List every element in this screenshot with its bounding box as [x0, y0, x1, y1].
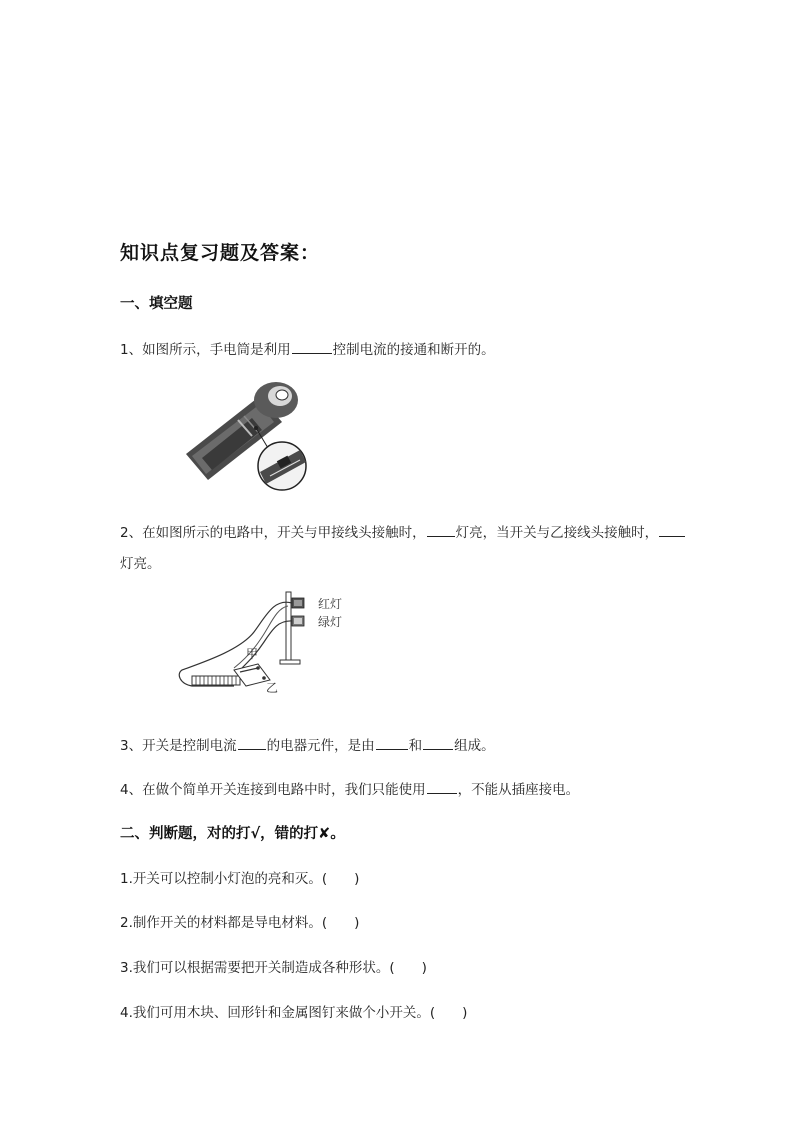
fill-blank[interactable]	[427, 523, 455, 537]
green-lamp-label: 绿灯	[318, 615, 343, 629]
fill-question-4	[120, 778, 579, 798]
yi-label: 乙	[266, 681, 279, 695]
fill-blank[interactable]	[292, 340, 332, 354]
circuit-figure	[174, 586, 364, 696]
section-fill-in-title: 一、填空题	[120, 296, 193, 312]
fill-blank[interactable]	[238, 736, 266, 750]
judge-question-4: 4.我们可用木块、回形针和金属图钉来做个小开关。( )	[120, 1005, 468, 1021]
fill-question-2-text-b: 灯亮，当开关与乙接线头接触时，	[455, 525, 659, 541]
red-lamp-label: 红灯	[318, 597, 343, 611]
fill-question-1-text-b: 控制电流的接通和断开的。	[332, 342, 495, 358]
judge-question-1: 1.开关可以控制小灯泡的亮和灭。( )	[120, 871, 360, 887]
fill-question-1	[120, 338, 495, 358]
fill-question-3-text-a: 3、开关是控制电流	[120, 738, 237, 754]
fill-question-3-text-c: 和	[408, 738, 423, 754]
fill-question-2-text-c: 灯亮。	[120, 556, 161, 572]
fill-blank[interactable]	[427, 780, 457, 794]
fill-question-2-text-a: 2、在如图所示的电路中，开关与甲接线头接触时，	[120, 525, 426, 541]
fill-question-4-text-b: ，不能从插座接电。	[457, 782, 580, 798]
fill-question-2-cont	[120, 552, 161, 572]
judge-question-2: 2.制作开关的材料都是导电材料。( )	[120, 915, 360, 931]
page-title: 知识点复习题及答案：	[120, 242, 321, 264]
fill-blank[interactable]	[659, 523, 685, 537]
fill-question-3-text-b: 的电器元件，是由	[266, 738, 375, 754]
fill-question-4-text-a: 4、在做个简单开关连接到电路中时，我们只能使用	[120, 782, 426, 798]
fill-question-1-text-a: 1、如图所示，手电筒是利用	[120, 342, 291, 358]
flashlight-figure	[182, 376, 310, 492]
judge-question-3: 3.我们可以根据需要把开关制造成各种形状。( )	[120, 960, 427, 976]
fill-blank[interactable]	[376, 736, 408, 750]
fill-blank[interactable]	[423, 736, 453, 750]
section-true-false-title: 二、判断题，对的打√，错的打✘。	[120, 826, 345, 842]
jia-label: 甲	[246, 647, 259, 661]
fill-question-3-text-d: 组成。	[454, 738, 495, 754]
fill-question-3	[120, 734, 495, 754]
fill-question-2	[120, 521, 686, 541]
